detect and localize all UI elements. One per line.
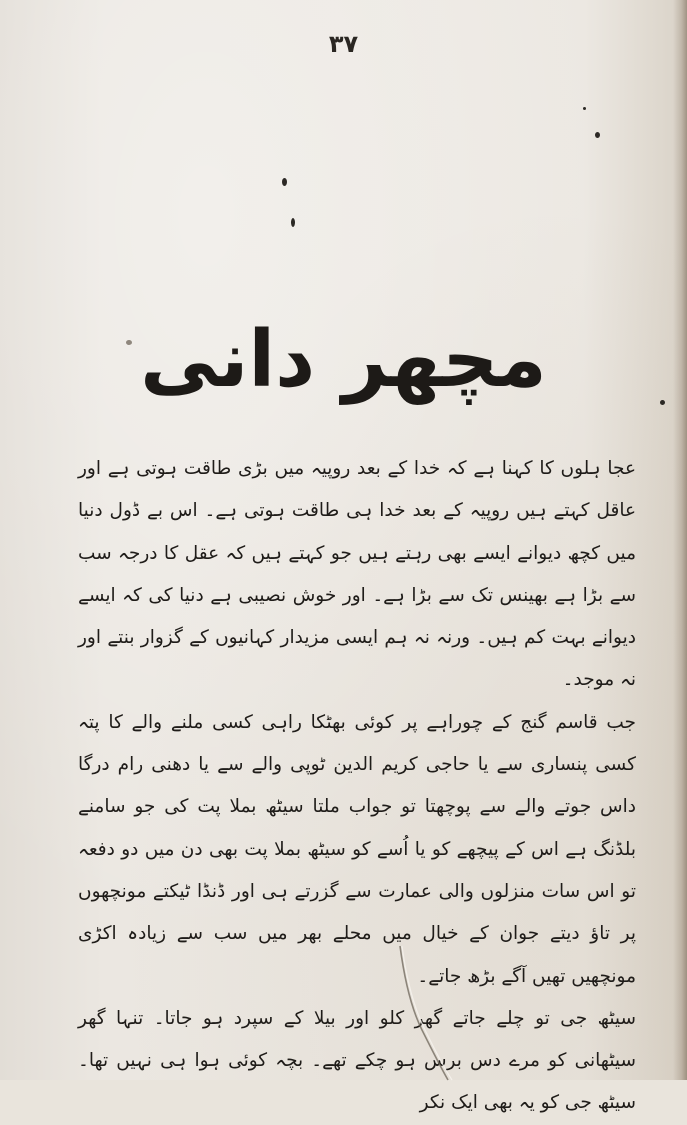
- paragraph-2: جب قاسم گنج کے چوراہے پر کوئی بھٹکا راہی کسی ملنے والے کا پتہ کسی پنساری سے یا حاجی کریم الدین ٹوپی والے سے یا دھنی رام درگا داس جوتے والے سے پوچھتا تو جواب ملتا سیٹھ بملا پت کی جو سامنے بلڈنگ ہے اس کے پیچھے کو یا اُسے کو سیٹھ بملا پت بھی دن میں دو دفعہ تو اس سات منزلوں والی عمارت سے گزرتے ہی اور ڈنڈا ٹیکتے مونچھوں پر تاؤ دیتے جوان کے خیال میں محلے بھر میں سب سے زیادہ اکڑی مونچھیں تھیں آگے بڑھ جاتے۔: [78, 711, 636, 987]
- page-number: ۳۷: [328, 30, 359, 58]
- page-edge-shadow: [673, 0, 687, 1080]
- paragraph-3: سیٹھ جی تو چلے جاتے گھر کلو اور بیلا کے سپرد ہو جاتا۔ تنہا گھر سیٹھانی کو مرے دس برس ہو چکے تھے۔ بچہ کوئی ہوا ہی نہیں تھا۔ سیٹھ جی کو یہ بھی ایک نکر: [78, 1007, 636, 1114]
- ink-speck: [291, 218, 295, 227]
- ink-speck: [583, 107, 586, 110]
- chapter-title: مچھر دانی: [140, 315, 547, 405]
- body-text: [78, 448, 636, 1125]
- paper-crease: [396, 946, 456, 1080]
- ink-speck: [282, 178, 287, 186]
- paragraph-1: عجا ہلوں کا کہنا ہے کہ خدا کے بعد روپیہ میں بڑی طاقت ہوتی ہے اور عاقل کہتے ہیں روپیہ کے بعد خدا ہی طاقت ہوتی ہے۔ اس بے ڈول دنیا میں کچھ دیوانے ایسے بھی رہتے ہیں جو کہتے ہیں کہ عقل کا درجہ سب سے بڑا ہے بھینس تک سے بڑا ہے۔ اور خوش نصیبی ہے دنیا کی کہ ایسے دیوانے بہت کم ہیں۔ ورنہ نہ ہم ایسی مزیدار کہانیوں کے گزوار بنتے اور نہ موجد۔: [78, 458, 636, 691]
- ink-speck: [595, 132, 600, 138]
